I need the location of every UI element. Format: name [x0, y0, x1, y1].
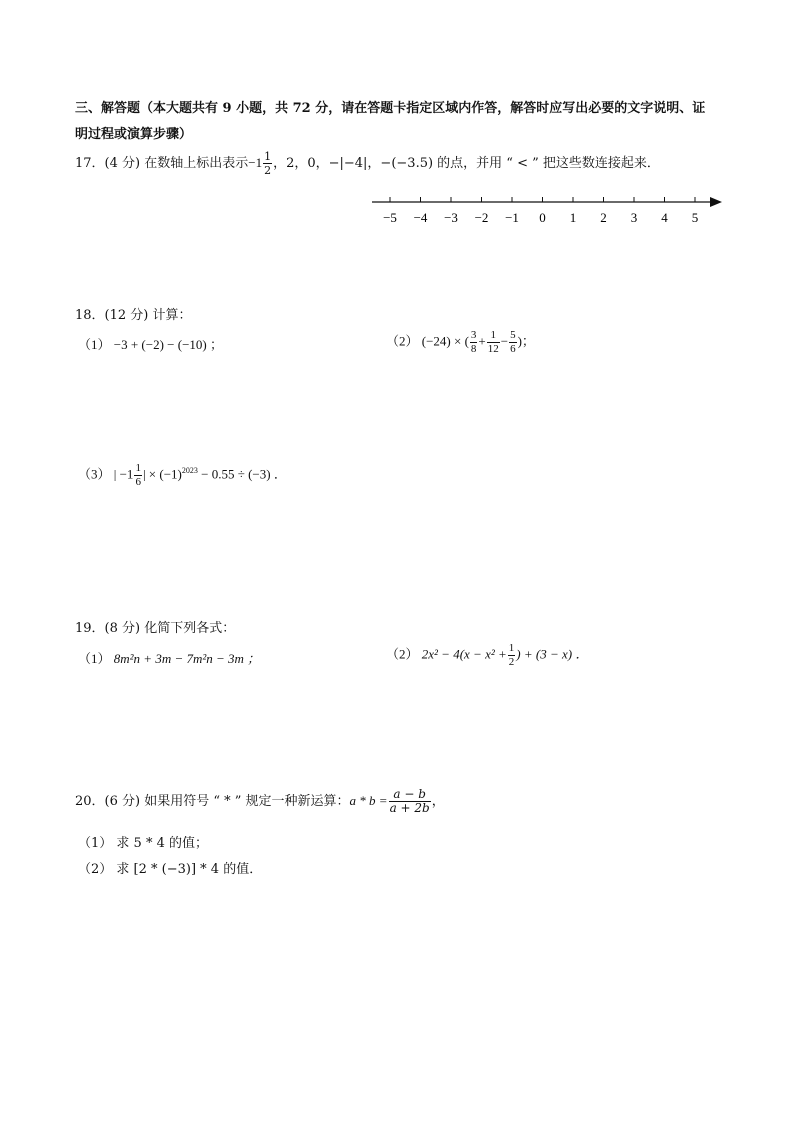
question-18-title: 18．(12 分) 计算：	[75, 308, 192, 323]
q18-part2	[386, 329, 535, 356]
q17-frac-den: 2	[264, 164, 272, 177]
number-line-tick-label: −2	[474, 210, 489, 225]
q20-def-frac	[389, 788, 431, 815]
q17-rest: ，2，0，−|−4|，−(−3.5) 的点，并用 “ < ” 把这些数连接起来．	[273, 156, 660, 171]
q19-part1	[78, 648, 260, 667]
q20-def-lhs: a * b =	[349, 793, 388, 808]
question-20	[75, 788, 445, 815]
number-line	[372, 192, 732, 232]
q17-fraction	[263, 150, 272, 177]
q18-p2-frac2-den: 12	[487, 343, 499, 355]
q19-p2-frac-num: 1	[508, 642, 515, 654]
q20-def-num: a − b	[389, 788, 431, 802]
section-heading-line1: 三、解答题（本大题共有 9 小题，共 72 分，请在答题卡指定区域内作答，解答时应写出必要的文字说明、证	[75, 101, 706, 116]
q18-p3-frac	[134, 462, 142, 489]
q18-p2-frac3-den: 6	[510, 343, 516, 355]
q20-def-den: a + 2b	[389, 801, 430, 815]
number-line-tick-label: 5	[691, 210, 699, 225]
number-line-tick-label: −4	[413, 210, 428, 225]
q20-part2: （2） 求 [2 * (−3)] * 4 的值．	[78, 862, 263, 877]
q19-p2-frac-den: 2	[508, 656, 515, 668]
number-line-tick-label: 1	[569, 210, 577, 225]
q19-p1-expr: 8m²n + 3m − 7m²n − 3m ；	[113, 651, 261, 666]
q17-prefix: 17．(4 分) 在数轴上标出表示	[75, 156, 249, 171]
number-line-tick-label: −5	[383, 210, 397, 225]
q19-p2-label: （2）	[386, 646, 419, 662]
q19-p2-frac	[508, 642, 516, 669]
section-heading-line2: 明过程或演算步骤）	[75, 127, 193, 142]
q19-p2-prefix: 2x² − 4(x − x² +	[421, 646, 507, 662]
q18-part3	[78, 462, 287, 489]
q18-p2-prefix: （2） (−24) × (	[386, 333, 469, 349]
q18-p2-frac1-num: 3	[470, 329, 477, 341]
q18-p2-frac2	[487, 329, 500, 356]
q18-p3-frac-num: 1	[135, 462, 141, 474]
number-line-tick-label: 3	[630, 210, 638, 225]
q18-p2-frac1-den: 8	[470, 343, 477, 355]
q20-def-end: ，	[431, 794, 445, 809]
q19-p1-label: （1）	[78, 651, 111, 666]
q18-p3-suffix: − 0.55 ÷ (−3) ．	[197, 466, 287, 482]
q18-p2-frac3	[509, 329, 517, 356]
q18-p2-frac1	[470, 329, 478, 356]
q18-p3-mid: | × (−1)	[142, 466, 182, 482]
q18-p3-prefix: （3） | −1	[78, 466, 134, 482]
number-line-tick-label: 0	[539, 210, 546, 225]
q18-p3-frac-den: 6	[135, 476, 141, 488]
number-line-tick-label: −1	[505, 210, 519, 225]
q18-p2-op2: −	[500, 333, 509, 349]
question-19-title: 19．(8 分) 化简下列各式：	[75, 621, 236, 636]
q18-p2-frac3-num: 5	[510, 329, 516, 341]
q20-prefix: 20．(6 分) 如果用符号 “ * ” 规定一种新运算：	[75, 794, 350, 809]
q18-p3-exponent: 2023	[181, 466, 198, 476]
number-line-tick-label: −3	[444, 210, 458, 225]
q18-p2-frac2-num: 1	[487, 329, 500, 343]
q17-frac-num: 1	[264, 150, 272, 163]
number-line-tick-label: 2	[600, 210, 607, 225]
number-line-tick-label: 4	[661, 210, 668, 225]
question-17	[75, 150, 660, 177]
number-line-arrow-icon	[710, 197, 722, 207]
q18-p2-suffix: )；	[517, 333, 535, 349]
q19-part2	[386, 642, 588, 669]
q17-mixed-whole: −1	[248, 155, 263, 170]
q18-p2-op1: +	[478, 333, 486, 349]
q19-p2-suffix: ) + (3 − x) ．	[516, 646, 589, 662]
q20-part1: （1） 求 5 * 4 的值；	[78, 836, 208, 851]
q18-part1: （1） −3 + (−2) − (−10) ；	[78, 337, 223, 352]
